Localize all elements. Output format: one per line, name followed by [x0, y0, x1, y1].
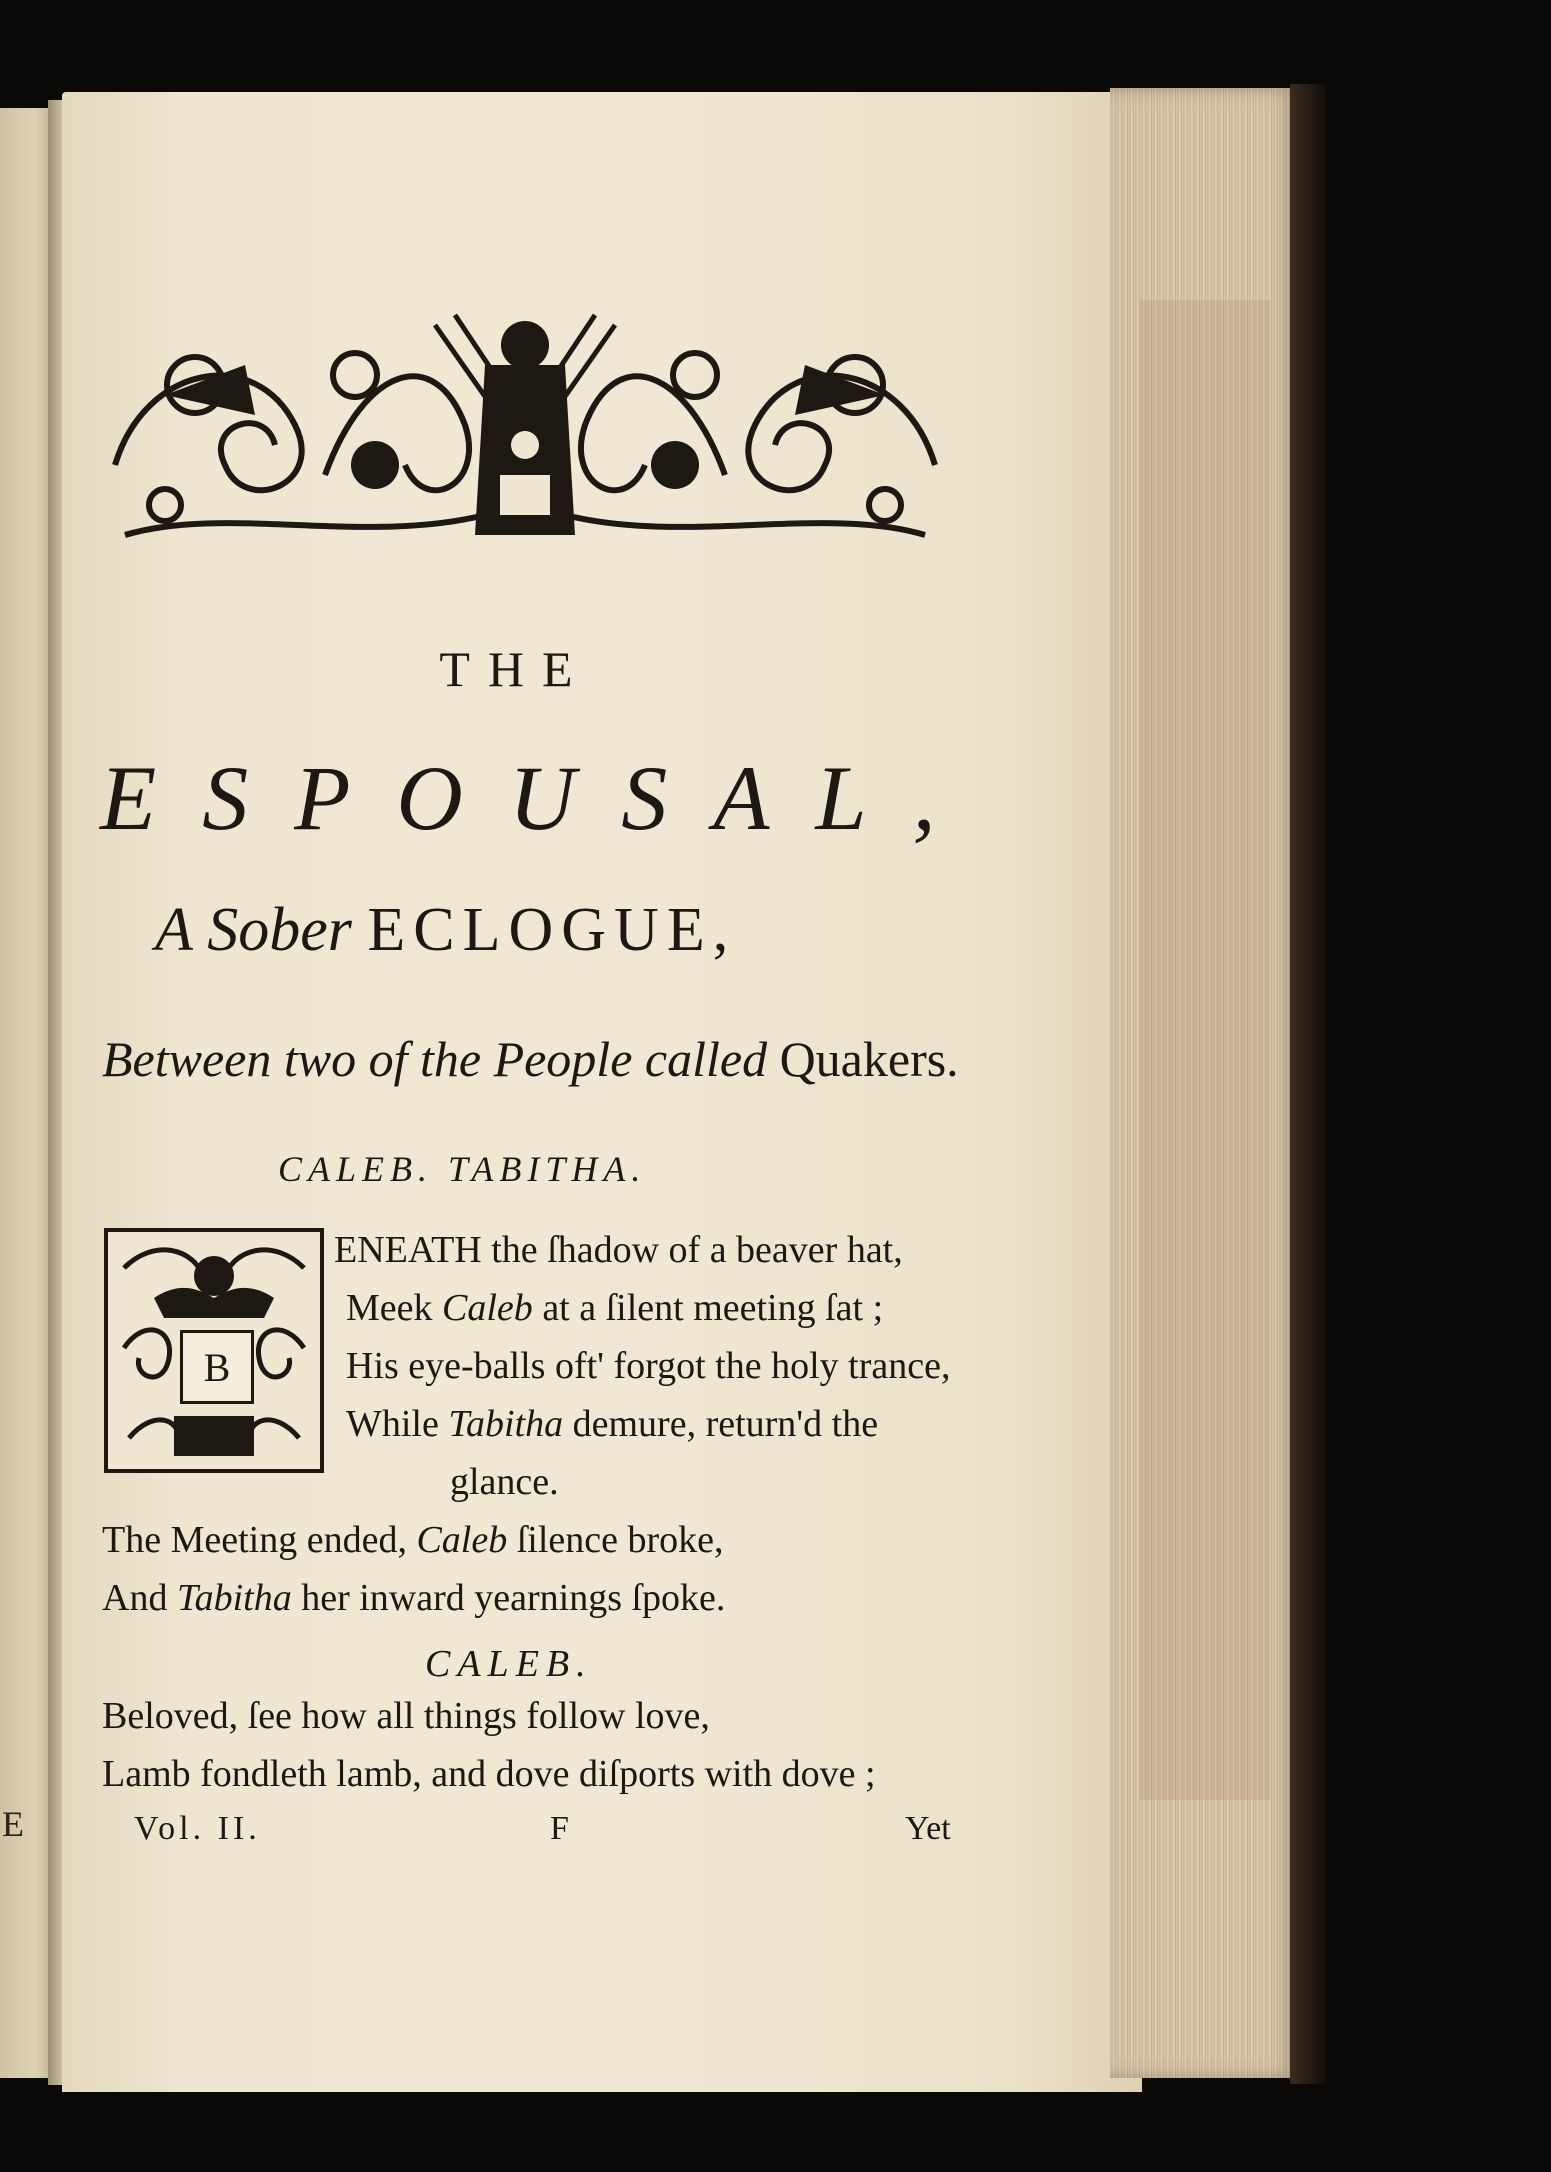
subtitle-italic: A Sober	[155, 896, 352, 964]
title-article: THE	[439, 641, 591, 697]
between-roman: Quakers.	[779, 1031, 959, 1087]
drop-cap-letter: B	[180, 1330, 254, 1404]
catchword: Yet	[905, 1810, 951, 1847]
verse-line: Meek Caleb at a ſilent meeting ſat ;	[346, 1287, 884, 1329]
title-main: ESPOUSAL,	[100, 747, 982, 849]
verse-line: His eye-balls oft' forgot the holy trance,	[346, 1345, 951, 1387]
drop-cap-block	[104, 1228, 324, 1473]
subtitle	[155, 895, 736, 966]
book-cover	[1290, 84, 1326, 2084]
speaker-label: CALEB.	[425, 1643, 593, 1685]
signature-mark: F	[550, 1810, 569, 1847]
verse-line: While Tabitha demure, return'd the	[346, 1403, 879, 1445]
headpiece-ornament	[105, 305, 945, 557]
subtitle-caps: ECLOGUE,	[367, 896, 737, 964]
page-edge-stain	[1140, 300, 1270, 1800]
verse-line: ENEATH the ſhadow of a beaver hat,	[334, 1229, 903, 1271]
verse-line: Beloved, ſee how all things follow love,	[102, 1695, 710, 1737]
between-italic: Between two of the People called	[102, 1031, 768, 1087]
volume-number: Vol. II.	[134, 1810, 261, 1847]
subtitle-between	[102, 1030, 959, 1088]
facing-page-edge-letter: E	[2, 1804, 24, 1844]
verse-line: Lamb fondleth lamb, and dove diſports with dove ;	[102, 1753, 876, 1795]
verse-line: And Tabitha her inward yearnings ſpoke.	[102, 1577, 726, 1619]
dramatis-personae: CALEB. TABITHA.	[278, 1149, 647, 1189]
verse-line: The Meeting ended, Caleb ſilence broke,	[102, 1519, 724, 1561]
verse-line: glance.	[450, 1461, 559, 1503]
